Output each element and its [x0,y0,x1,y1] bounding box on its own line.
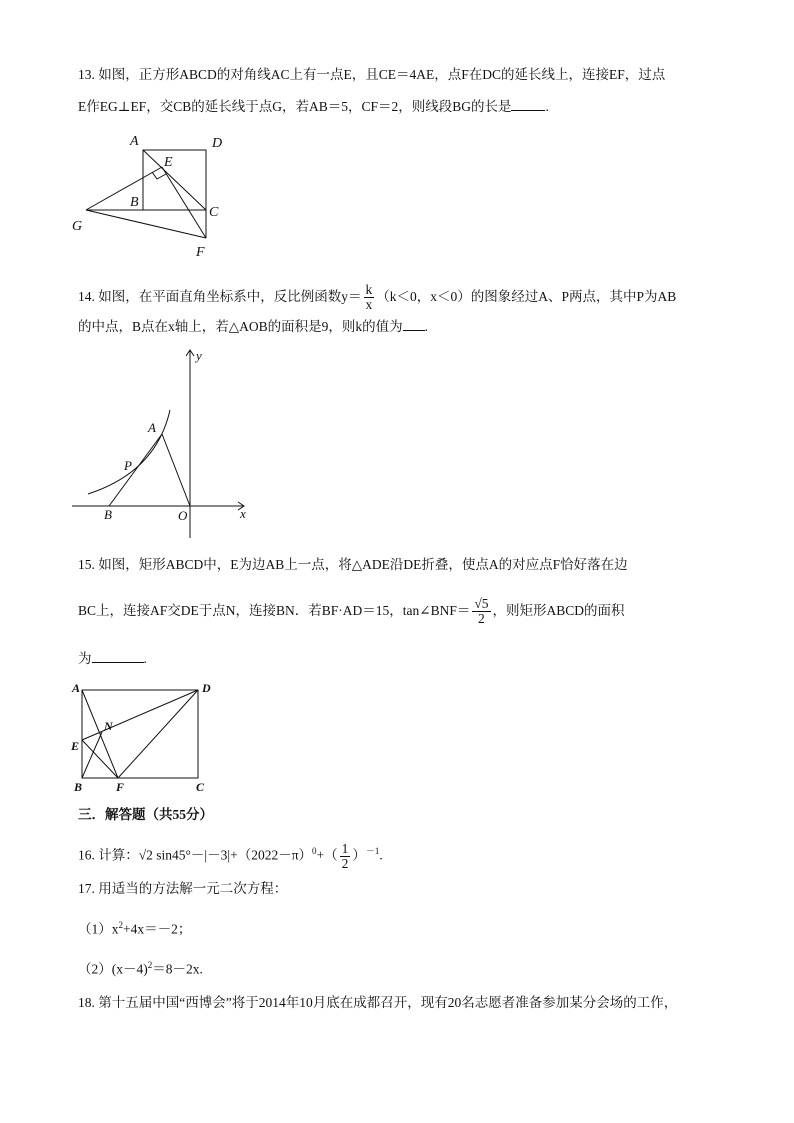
q15-line2-post: ，则矩形ABCD的面积 [492,603,625,618]
q15-line1: 15. 如图，矩形ABCD中，E为边AB上一点，将△ADE沿DE折叠，使点A的对应点F恰好落在边 [78,557,628,572]
segment-ba [109,434,162,506]
label-A: A [148,420,156,435]
label-B: B [130,195,139,210]
q17-p2-pre: （2）(x－4) [78,961,148,977]
label-C: C [196,780,205,794]
q16-text-mid: +（ [316,847,338,863]
q15-line2-text: BC上，连接AF交DE于点N，连接BN．若BF·AD＝15，tan∠BNF＝ [78,603,471,618]
q17-p2-sup: 2 [147,960,153,970]
rectangle-abcd [82,690,198,778]
q14-text-post: （k＜0，x＜0）的图象经过A、P两点，其中P为AB [376,289,677,304]
hyperbola-curve [88,410,170,494]
q14-fraction [364,283,375,312]
segment-ef [162,167,206,238]
label-O: O [178,508,188,523]
q15-figure [66,678,226,798]
label-C: C [209,205,219,220]
q14-answer-blank [403,318,425,331]
q16-sup0: 0 [312,846,317,856]
q17-part1 [78,916,191,939]
label-E: E [71,739,80,753]
q16-text-post: ） [352,847,366,863]
q17-p2-post: ＝8－2x. [152,961,203,977]
label-A: A [72,681,81,695]
q14-line1 [78,280,676,314]
q13-line1: 13. 如图，正方形ABCD的对角线AC上有一点E，且CE＝4AE，点F在DC的延长线上，连接EF，过点 [78,67,666,82]
q18-line1: 18. 第十五届中国“西博会”将于2014年10月底在成都召开，现有20名志愿者准备参加某分会场的工作， [78,995,678,1010]
label-B: B [104,507,112,522]
section-heading: 三．解答题（共55分） [78,807,213,822]
q15-fraction [472,597,490,626]
q17-part2 [78,956,203,979]
right-angle-mark [152,172,166,179]
q14-line2 [78,318,428,336]
q16-text-end: . [379,847,383,863]
q15-frac-den: 2 [478,611,485,627]
q13-line2 [78,98,549,116]
q14-text-pre: 14. 如图，在平面直角坐标系中，反比例函数y＝ [78,289,362,304]
segment-ao [162,434,190,506]
q15-line2 [78,592,625,630]
q17-p1-pre: （1）x [78,921,119,937]
q13-answer-blank [511,98,545,111]
q14-frac-num: k [365,282,373,298]
q16-text-pre: 16. 计算：√2 sin45°－|－3|+（2022－π） [78,847,313,863]
segment-fd [118,690,198,778]
segment-gf [86,210,206,238]
q15-line3-text: 为 [78,651,92,666]
label-D: D [202,681,211,695]
q16-fraction [340,842,351,871]
label-P: P [124,458,132,473]
q13-figure [66,126,246,262]
q16-frac-num: 1 [341,840,349,856]
q16-frac-den: 2 [341,855,349,871]
label-N: N [104,719,113,733]
q14-frac-den: x [365,297,373,313]
q14-figure [66,344,256,540]
q13-line2-end: . [545,99,549,114]
q14-line2-text: 的中点，B点在x轴上，若△AOB的面积是9，则k的值为 [78,319,403,334]
segment-ge [86,167,162,210]
label-D: D [212,136,223,151]
q15-line3 [78,650,147,668]
label-F: F [116,780,125,794]
q17-title: 17. 用适当的方法解一元二次方程： [78,881,288,896]
q17-p1-post: +4x＝－2； [123,921,192,937]
label-E: E [164,155,173,170]
label-x: x [240,506,246,521]
label-y: y [196,348,202,363]
q16-line [78,834,383,873]
label-G: G [72,219,83,234]
q15-line3-end: . [143,651,147,666]
q17-p1-sup: 2 [118,920,123,930]
q16-sup1: －1 [365,846,380,856]
label-A: A [130,134,139,149]
q13-line2-text: E作EG⊥EF，交CB的延长线于点G，若AB＝5，CF＝2，则线段BG的长是 [78,99,512,114]
q14-line2-end: . [424,319,429,334]
label-F: F [196,245,205,260]
label-B: B [74,780,83,794]
q15-answer-blank [92,650,144,663]
segment-ef [82,740,118,778]
q15-frac-num: √5 [474,596,489,612]
diagonal-ac [143,150,206,210]
